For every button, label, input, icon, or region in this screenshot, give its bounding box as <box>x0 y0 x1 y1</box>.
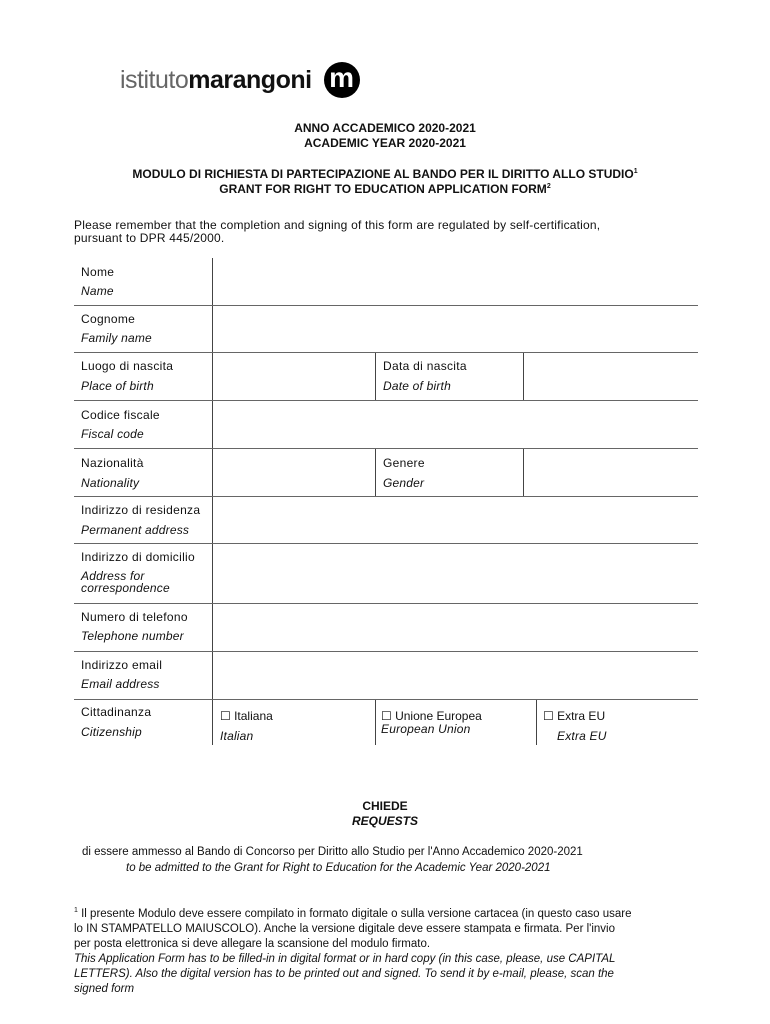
label-place-of-birth: Place of birth <box>81 379 154 393</box>
input-date-of-birth[interactable] <box>524 353 698 400</box>
input-nationality[interactable] <box>213 449 375 496</box>
label-luogo-nascita: Luogo di nascita <box>81 359 174 373</box>
checkbox-unione-europea[interactable]: ☐ Unione Europea <box>381 709 482 723</box>
label-numero-telefono: Numero di telefono <box>81 610 188 624</box>
label-name: Name <box>81 284 114 298</box>
row-nationality <box>74 449 698 497</box>
input-correspondence-address[interactable] <box>213 544 698 603</box>
academic-year-en: ACADEMIC YEAR 2020-2021 <box>304 136 466 150</box>
label-fiscal-code: Fiscal code <box>81 427 144 441</box>
label-address-for: Address for <box>81 569 145 583</box>
request-title-it: CHIEDE <box>362 799 408 813</box>
label-extra-eu: Extra EU <box>557 729 607 743</box>
label-indirizzo-domicilio: Indirizzo di domicilio <box>81 550 195 564</box>
row-residenza <box>74 497 698 544</box>
input-telephone[interactable] <box>213 604 698 651</box>
row-cittadinanza <box>74 700 698 745</box>
row-telefono <box>74 604 698 652</box>
label-data-nascita: Data di nascita <box>383 359 467 373</box>
request-text-it: di essere ammesso al Bando di Concorso per Diritto allo Studio per l'Anno Accademico 2020-2021 <box>82 846 583 858</box>
row-email <box>74 652 698 700</box>
label-cognome: Cognome <box>81 312 136 326</box>
input-family-name[interactable] <box>213 306 698 352</box>
request-title-en: REQUESTS <box>351 814 418 828</box>
row-codice-fiscale <box>74 401 698 449</box>
logo-mark-icon: m <box>324 62 360 98</box>
input-email[interactable] <box>213 652 698 699</box>
label-indirizzo-residenza: Indirizzo di residenza <box>81 503 201 517</box>
label-permanent-address: Permanent address <box>81 523 190 537</box>
logo-text-bold: marangoni <box>188 65 312 94</box>
form-title-en: GRANT FOR RIGHT TO EDUCATION APPLICATION FORM$^2$ <box>219 182 551 196</box>
checkbox-italiana[interactable]: ☐ Italiana <box>220 709 273 723</box>
label-family-name: Family name <box>81 331 152 345</box>
label-codice-fiscale: Codice fiscale <box>81 408 160 422</box>
label-correspondence: correspondence <box>81 581 170 595</box>
label-email-address: Email address <box>81 677 160 691</box>
label-genere: Genere <box>383 456 425 470</box>
row-domicilio <box>74 544 698 604</box>
input-gender[interactable] <box>524 449 698 496</box>
label-gender: Gender <box>383 476 425 490</box>
form-title-it: MODULO DI RICHIESTA DI PARTECIPAZIONE AL BANDO PER IL DIRITTO ALLO STUDIO$^1$ <box>132 167 638 181</box>
row-cognome <box>74 306 698 353</box>
academic-year-it: ANNO ACCADEMICO 2020-2021 <box>294 121 476 135</box>
label-telephone-number: Telephone number <box>81 629 184 643</box>
input-name[interactable] <box>213 258 698 305</box>
label-indirizzo-email: Indirizzo email <box>81 658 163 672</box>
row-birth <box>74 353 698 401</box>
label-nazionalita: Nazionalità <box>81 456 144 470</box>
logo-text-light: istituto <box>120 65 189 94</box>
label-european-union: European Union <box>381 722 471 736</box>
intro-text: Please remember that the completion and signing of this form are regulated by self-certification, pursuant to DPR 445/2000. <box>74 218 601 245</box>
label-nome: Nome <box>81 265 115 279</box>
label-citizenship: Citizenship <box>81 725 142 739</box>
application-form-table <box>74 258 698 745</box>
row-nome <box>74 258 698 306</box>
label-italian: Italian <box>220 729 254 743</box>
input-fiscal-code[interactable] <box>213 401 698 448</box>
checkbox-extra-eu[interactable]: ☐ Extra EU <box>543 709 606 723</box>
logo <box>120 60 360 100</box>
label-nationality: Nationality <box>81 476 140 490</box>
input-permanent-address[interactable] <box>213 497 698 543</box>
input-place-of-birth[interactable] <box>213 353 375 400</box>
label-cittadinanza: Cittadinanza <box>81 705 152 719</box>
label-date-of-birth: Date of birth <box>383 379 451 393</box>
footnote: $^1$ Il presente Modulo deve essere compilato in formato digitale o sulla versione cartacea (in questo caso usare lo IN STAMPATELLO MAIUSCOLO). Anche la versione digitale deve essere stampata e firmata. Per l'invio per posta elettronica si deve allegare la scansione del modulo firmato. This Application Form has to be filled-in in digital format or in hard copy (in this case, please, use CAPITAL LETTERS). Also the digital version has to be printed out and signed. To send it by e-mail, please, scan the signed form <box>74 907 632 995</box>
request-text-en: to be admitted to the Grant for Right to Education for the Academic Year 2020-2021 <box>126 862 551 874</box>
